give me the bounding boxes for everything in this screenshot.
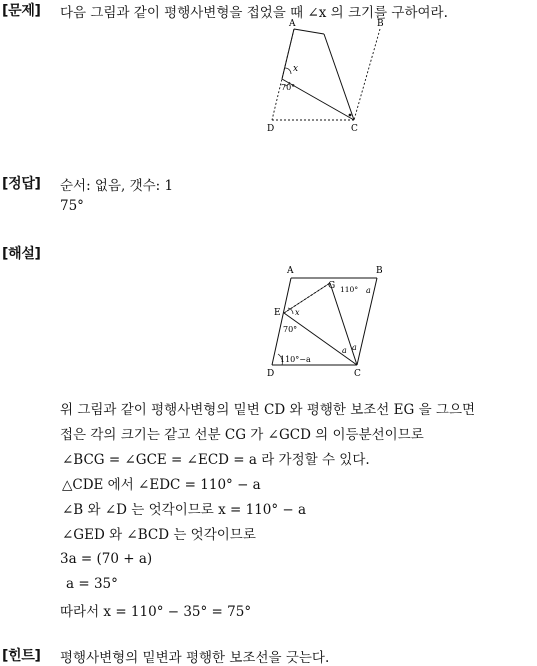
fold-line: [324, 34, 354, 120]
label-x: x: [293, 64, 299, 74]
solution-line-1: 위 그림과 같이 평행사변형의 밑변 CD 와 평행한 보조선 EG 을 그으면: [60, 402, 476, 418]
label-70: 70°: [281, 83, 296, 92]
side-ad: [272, 278, 291, 365]
top-edge: [294, 29, 324, 34]
label-c: C: [354, 369, 361, 379]
answer-meta: 순서: 없음, 갯수: 1: [60, 178, 174, 194]
solution-line-5: ∠B 와 ∠D 는 엇각이므로 x = 110° − a: [62, 502, 307, 518]
problem-text: 다음 그림과 같이 평행사변형을 접었을 때 ∠x 의 크기를 구하여라.: [60, 5, 448, 21]
label-a-top: a: [366, 286, 371, 295]
solution-line-4: △CDE 에서 ∠EDC = 110° − a: [62, 477, 261, 493]
label-g: G: [328, 281, 336, 291]
label-d: D: [267, 369, 275, 379]
angle-arc-x: [288, 308, 293, 314]
label-c: C: [351, 124, 358, 134]
solution-line-7: 3a = (70 + a): [60, 551, 153, 567]
answer-value: 75°: [60, 198, 84, 214]
label-a-right: a: [352, 343, 357, 352]
hint-text: 평행사변형의 밑변과 평행한 보조선을 긋는다.: [60, 650, 330, 666]
figure-parallelogram-folded: [260, 16, 395, 138]
label-d: D: [267, 124, 275, 134]
problem-tag: [문제]: [2, 3, 41, 19]
label-a: A: [289, 19, 296, 29]
label-a: A: [287, 266, 294, 276]
solution-line-8: a = 35°: [66, 576, 118, 592]
label-110: 110°: [340, 285, 359, 294]
figure-solution: [262, 262, 392, 380]
segment-ge: [284, 283, 330, 313]
answer-tag: [정답]: [2, 176, 41, 192]
solution-line-3: ∠BCG = ∠GCE = ∠ECD = a 라 가정할 수 있다.: [62, 452, 370, 468]
label-b: B: [376, 266, 383, 276]
solution-line-2: 접은 각의 크기는 같고 선분 CG 가 ∠GCD 의 이등분선이므로: [60, 427, 424, 443]
hint-tag: [힌트]: [2, 648, 41, 664]
solution-line-6: ∠GED 와 ∠BCD 는 엇각이므로: [62, 527, 256, 543]
label-x: x: [295, 308, 300, 317]
label-e: E: [274, 308, 281, 318]
angle-arc-x: [285, 68, 291, 74]
vertex-dot: [349, 114, 352, 117]
label-a-mid: a: [342, 346, 347, 355]
label-b: B: [377, 19, 384, 29]
side-bc: [354, 29, 380, 120]
solution-tag: [해설]: [2, 246, 41, 262]
label-110-minus-a: 110°−a: [280, 355, 311, 364]
solution-line-9: 따라서 x = 110° − 35° = 75°: [60, 604, 252, 620]
label-70: 70°: [283, 325, 298, 334]
